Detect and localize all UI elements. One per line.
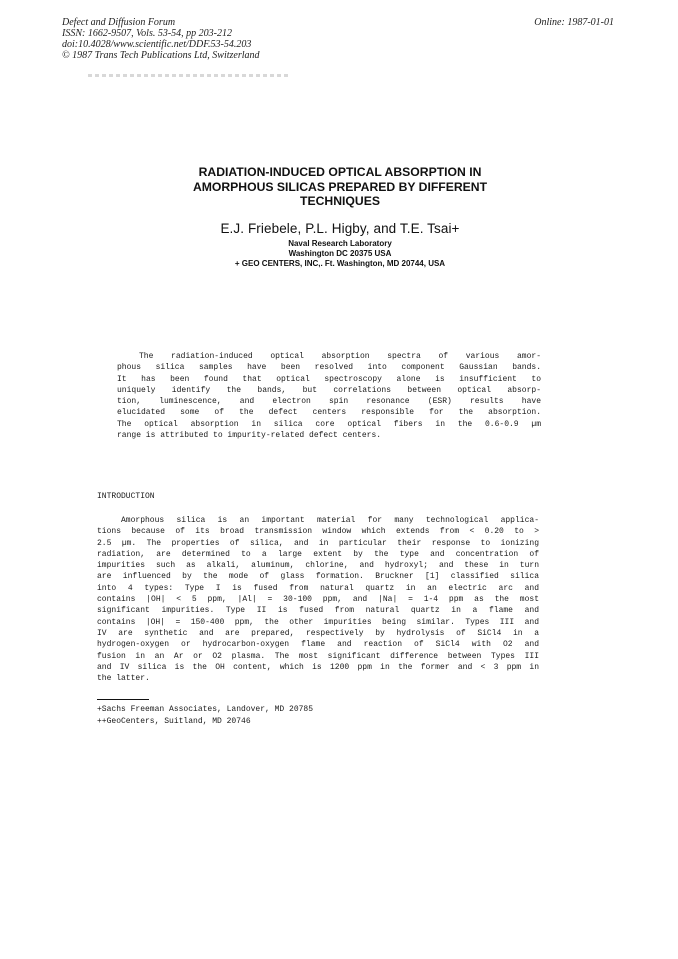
abstract-line: phous silica samples have been resolved into component Gaussian bands. <box>117 363 541 373</box>
body-line: into 4 types: Type I is fused from natural quartz in an electric arc and <box>97 583 539 593</box>
abstract-line: It has been found that optical spectroscopy alone is insufficient to <box>117 374 541 384</box>
body-line: impurities such as alkali, aluminum, chlorine, and hydroxyl; and these in turn <box>97 561 539 571</box>
body-line: are influenced by the mode of glass formation. Bruckner [1] classified silica <box>97 572 539 582</box>
journal-copyright: © 1987 Trans Tech Publications Ltd, Switzerland <box>62 50 260 61</box>
abstract-line: The optical absorption in silica core optical fibers in the 0.6-0.9 µm <box>117 419 541 429</box>
body-line: IV are synthetic and are prepared, respectively by hydrolysis of SiCl4 in a <box>97 628 539 638</box>
section-heading-introduction: INTRODUCTION <box>97 492 155 501</box>
title-line: TECHNIQUES <box>300 194 380 208</box>
abstract-line: tion, luminescence, and electron spin resonance (ESR) results have <box>117 397 541 407</box>
body-line: radiation, are determined to a large extent by the type and concentration of <box>97 549 539 559</box>
affiliations <box>140 239 540 270</box>
abstract-line: uniquely identify the bands, but correlations between optical absorp- <box>117 385 541 395</box>
authors: E.J. Friebele, P.L. Higby, and T.E. Tsai+ <box>220 221 460 236</box>
abstract <box>117 351 541 441</box>
affiliation-line: Washington DC 20375 USA <box>288 249 392 259</box>
online-date: Online: 1987-01-01 <box>534 17 614 28</box>
journal-issn: ISSN: 1662-9507, Vols. 53-54, pp 203-212 <box>62 28 232 39</box>
title-line: RADIATION-INDUCED OPTICAL ABSORPTION IN <box>198 165 482 179</box>
body-line: and IV silica is the OH content, which is 1200 ppm in the former and < 3 ppm in <box>97 662 539 672</box>
abstract-line: elucidated some of the defect centers responsible for the absorption. <box>117 408 541 418</box>
body-line: the latter. <box>97 674 150 684</box>
abstract-line: range is attributed to impurity-related defect centers. <box>117 431 382 441</box>
body-line: tions because of its broad transmission window which extends from < 0.20 to > <box>97 527 539 537</box>
journal-header <box>62 17 260 61</box>
body-line: fusion in an Ar or O2 plasma. The most significant difference between Types III <box>97 651 539 661</box>
body-line: contains |OH| = 150-400 ppm, the other impurities being similar. Types III and <box>97 617 539 627</box>
title-line: AMORPHOUS SILICAS PREPARED BY DIFFERENT <box>192 179 488 194</box>
footnote-divider <box>97 699 149 700</box>
footnotes <box>97 704 313 728</box>
journal-doi[interactable]: doi:10.4028/www.scientific.net/DDF.53-54.203 <box>62 39 252 50</box>
footnote: +Sachs Freeman Associates, Landover, MD 20785 <box>97 705 314 714</box>
body-line: 2.5 µm. The properties of silica, and in particular their response to ionizing <box>97 538 539 548</box>
body-line: contains |OH| < 5 ppm, |Al| = 30-100 ppm, and |Na| = 1-4 ppm as the most <box>97 595 539 605</box>
body-line: hydrogen-oxygen or hydrocarbon-oxygen flame and reaction of SiCl4 with O2 and <box>97 640 539 650</box>
paper-title <box>140 165 540 209</box>
introduction-text <box>97 515 539 684</box>
scan-artifact-line <box>88 74 288 77</box>
journal-name: Defect and Diffusion Forum <box>62 17 176 28</box>
affiliation-line: + GEO CENTERS, INC,. Ft. Washington, MD 20744, USA <box>234 259 446 269</box>
affiliation-line: Naval Research Laboratory <box>288 239 392 248</box>
abstract-line: The radiation-induced optical absorption spectra of various amor- <box>139 352 541 361</box>
footnote: ++GeoCenters, Suitland, MD 20746 <box>97 717 251 726</box>
body-line: significant impurities. Type II is fused from natural quartz in a flame and <box>97 606 539 616</box>
body-line: Amorphous silica is an important material for many technological applica- <box>121 516 539 525</box>
